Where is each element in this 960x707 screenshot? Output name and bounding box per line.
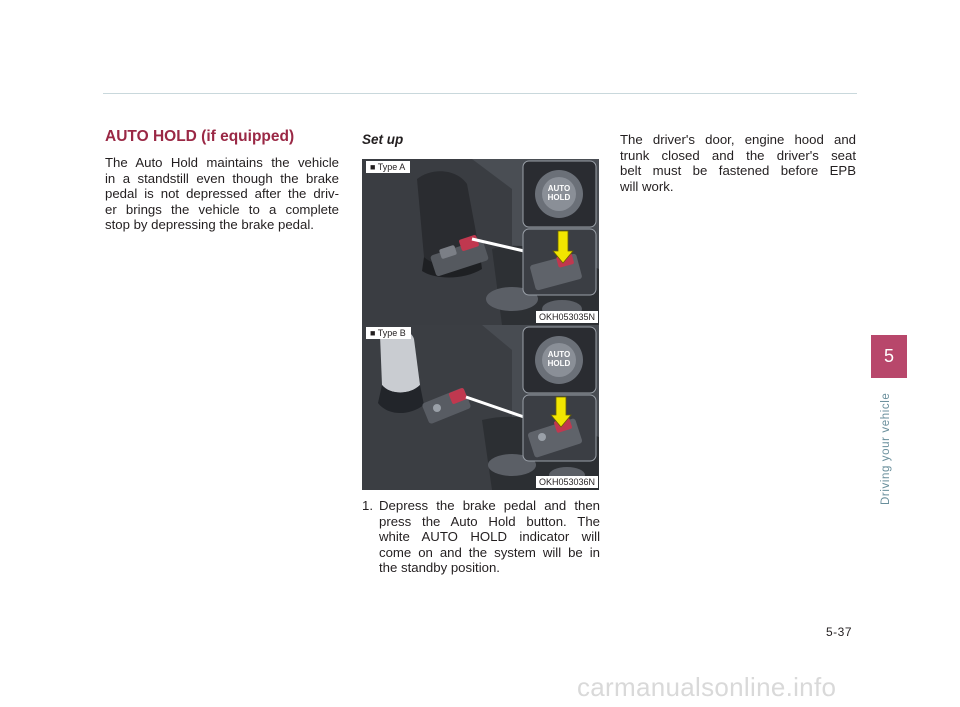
paragraph-line: in a standstill even though the brake	[105, 170, 339, 186]
figure-code-a: OKH053035N	[536, 311, 598, 323]
note-line: The driver's door, engine hood and	[620, 132, 856, 147]
console-illustration-a	[362, 159, 599, 325]
paragraph-line: stop by depressing the brake pedal.	[105, 217, 314, 233]
intro-paragraph	[105, 155, 339, 233]
epb-note	[620, 132, 856, 194]
note-line: belt must be fastened before EPB	[620, 163, 856, 179]
auto-hold-icon: AUTO	[547, 350, 571, 359]
step-line: white AUTO HOLD indicator will	[379, 529, 600, 545]
setup-heading: Set up	[362, 132, 404, 147]
paragraph-line: pedal is not depressed after the driv-	[105, 186, 339, 202]
paragraph-line: er brings the vehicle to a complete	[105, 201, 339, 217]
note-line: will work.	[620, 178, 674, 194]
step-line: press the Auto Hold button. The	[379, 513, 600, 529]
step-line: the standby position.	[379, 560, 500, 576]
chapter-tab: 5	[871, 335, 907, 378]
paragraph-line: The Auto Hold maintains the vehicle	[105, 155, 339, 170]
watermark: carmanualsonline.info	[577, 672, 837, 702]
note-line: trunk closed and the driver's seat	[620, 147, 856, 163]
page-number: 5-37	[826, 625, 853, 639]
svg-text:HOLD: HOLD	[547, 359, 571, 368]
type-b-label: ■ Type B	[366, 327, 411, 339]
figure-type-a	[362, 159, 599, 325]
step-1	[362, 498, 600, 576]
header-rule	[103, 93, 857, 94]
console-illustration-b	[362, 325, 599, 490]
type-a-label: ■ Type A	[366, 161, 410, 173]
figure-code-b: OKH053036N	[536, 476, 598, 488]
auto-hold-icon: AUTO	[547, 184, 571, 193]
step-number: 1.	[362, 498, 373, 513]
step-line: come on and the system will be in	[379, 544, 600, 560]
step-line: Depress the brake pedal and then	[379, 498, 600, 513]
figure-type-b	[362, 325, 599, 490]
section-title: AUTO HOLD (if equipped)	[105, 128, 295, 145]
chapter-name: Driving your vehicle	[880, 392, 892, 505]
svg-text:HOLD: HOLD	[547, 193, 571, 202]
